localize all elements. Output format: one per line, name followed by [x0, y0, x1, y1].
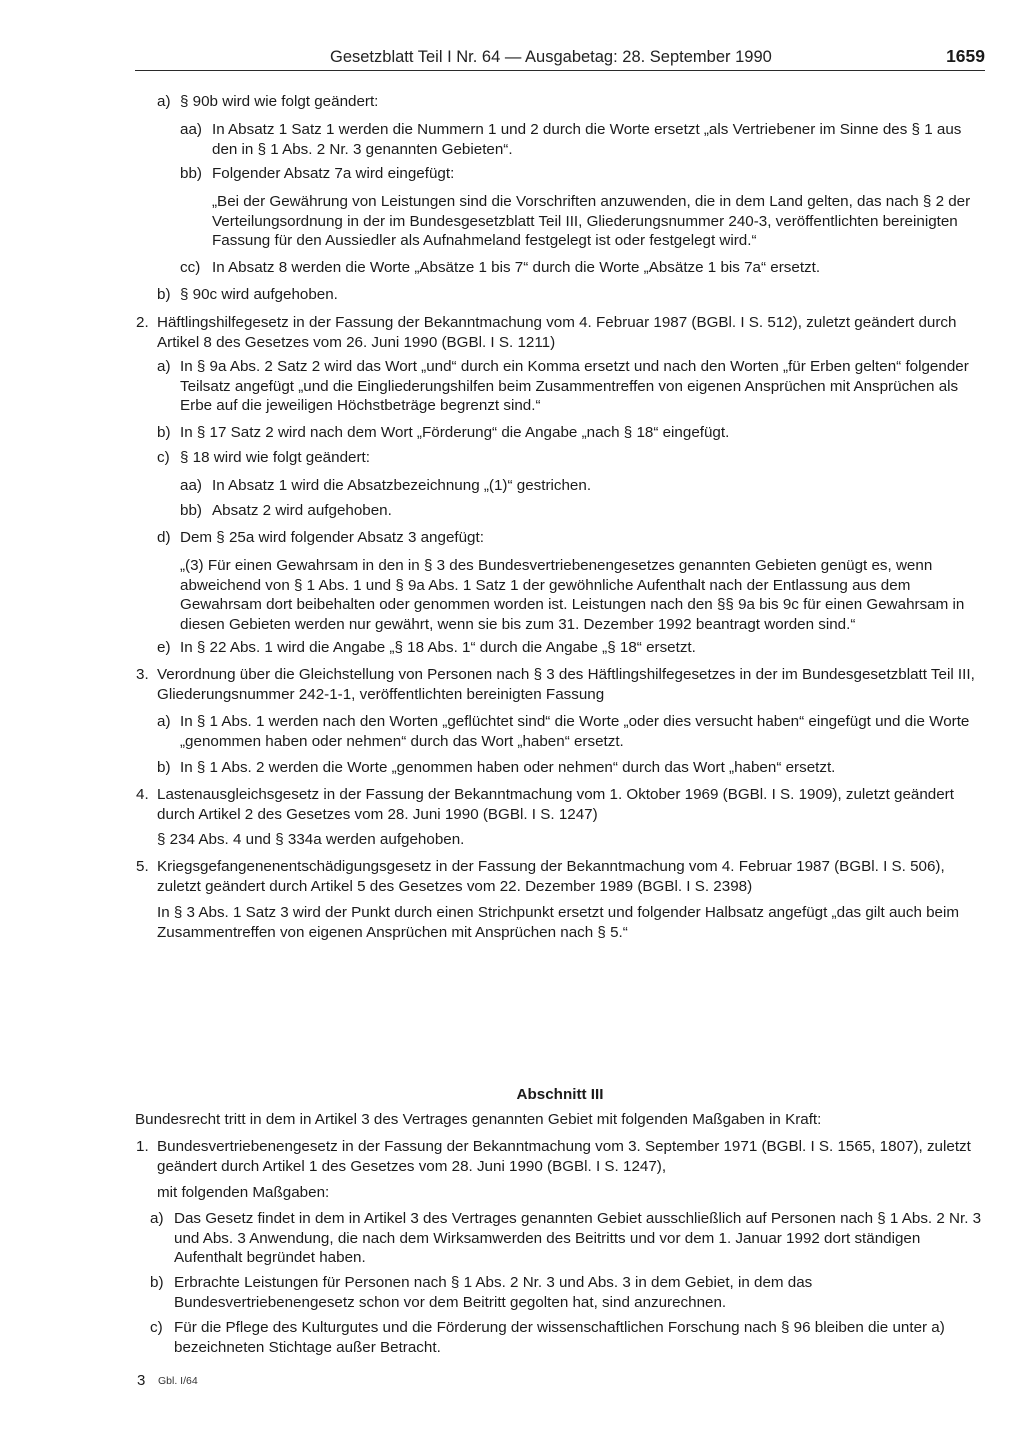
page-header — [135, 46, 985, 71]
page-number: 1659 — [946, 46, 985, 66]
abschnitt-item-1-text-2: mit folgenden Maßgaben: — [157, 1184, 330, 1201]
abschnitt-item-c-label: c) — [150, 1319, 163, 1336]
header-title: Gesetzblatt Teil I Nr. 64 — Ausgabetag: 28. September 1990 — [330, 48, 772, 66]
item-cc-text: In Absatz 8 werden die Worte „Absätze 1 bis 7“ durch die Worte „Absätze 1 bis 7a“ ersetzt. — [212, 259, 821, 276]
s2-item-d-label: d) — [157, 529, 171, 546]
s2-item-c-label: c) — [157, 449, 170, 466]
item-cc-label: cc) — [180, 259, 201, 276]
s3-item-a-text: In § 1 Abs. 1 werden nach den Worten „geflüchtet sind“ die Worte „oder dies versucht haben“ eingefügt und die Worte „genommen haben oder nehmen“ durch das Wort „haben“ ersetzt. — [180, 713, 970, 750]
abschnitt-intro: Bundesrecht tritt in dem in Artikel 3 des Vertrages genannten Gebiet mit folgenden Maßgaben in Kraft: — [135, 1111, 822, 1128]
item-bb-label: bb) — [180, 165, 202, 182]
section-5-label: 5. — [136, 858, 149, 875]
abschnitt-item-a-label: a) — [150, 1210, 164, 1227]
s2-item-c-text: § 18 wird wie folgt geändert: — [180, 449, 370, 466]
section-2-label: 2. — [136, 314, 149, 331]
s3-item-a-label: a) — [157, 713, 171, 730]
abschnitt-item-c-text: Für die Pflege des Kulturgutes und die Förderung der wissenschaftlichen Forschung nach § 96 bleiben die unter a) bezeichneten Stichtage außer Betracht. — [174, 1319, 945, 1356]
s2-item-c-bb-text: Absatz 2 wird aufgehoben. — [212, 502, 392, 519]
s2-item-b-text: In § 17 Satz 2 wird nach dem Wort „Förderung“ die Angabe „nach § 18“ eingefügt. — [180, 424, 730, 441]
s3-item-b-text: In § 1 Abs. 2 werden die Worte „genommen haben oder nehmen“ durch das Wort „haben“ ersetzt. — [180, 759, 836, 776]
section-4-text: Lastenausgleichsgesetz in der Fassung der Bekanntmachung vom 1. Oktober 1969 (BGBl. I S. 1909), zuletzt geändert durch Artikel 2 des Gesetzes vom 28. Juni 1990 (BGBl. I S. 1247) — [157, 786, 954, 823]
section-2-text: Häftlingshilfegesetz in der Fassung der Bekanntmachung vom 4. Februar 1987 (BGBl. I S. 512), zuletzt geändert durch Artikel 8 des Gesetzes vom 26. Juni 1990 (BGBl. I S. 1211) — [157, 314, 957, 351]
abschnitt-item-a-text: Das Gesetz findet in dem in Artikel 3 des Vertrages genannten Gebiet ausschließlich auf Personen nach § 1 Abs. 2 Nr. 3 und Abs. 3 Anwendung, die nach dem Wirksamwerden des Beitritts und vor dem 1. Januar 1992 dort ständigen Aufenthalt begründet haben. — [174, 1210, 982, 1267]
s2-item-e-label: e) — [157, 639, 171, 656]
s2-item-b-label: b) — [157, 424, 171, 441]
s2-item-d-quote: „(3) Für einen Gewahrsam in den in § 3 des Bundesvertriebenengesetzes genannten Gebieten genügt es, wenn abweichend von § 1 Abs. 1 und § 9a Abs. 1 Satz 1 der gewöhnliche Aufenthalt nach der Entlassung aus dem Gewahrsam dort beibehalten oder genommen worden ist. Leistungen nach den §§ 9a bis 9c für einen Gewahrsam in diesen Gebieten werden nur gewährt, wenn sie bis zum 31. Dezember 1992 beantragt worden sind.“ — [180, 557, 965, 633]
s2-item-a-label: a) — [157, 358, 171, 375]
abschnitt-item-1-label: 1. — [136, 1138, 149, 1155]
abschnitt-item-1-text: Bundesvertriebenengesetz in der Fassung der Bekanntmachung vom 3. September 1971 (BGBl. I S. 1565, 1807), zuletzt geändert durch Artikel 1 des Gesetzes vom 28. Juni 1990 (BGBl. I S. 1247), — [157, 1138, 971, 1175]
item-bb-quote: „Bei der Gewährung von Leistungen sind die Vorschriften anzuwenden, die in dem Land gelten, das nach § 2 der Verteilungsordnung in der im Bundesgesetzblatt Teil III, Gliederungsnummer 240-3, veröffentlichten bereinigten Fassung für den Aussiedler als Aufnahmeland festgelegt ist oder festgelegt wird.“ — [212, 193, 971, 250]
abschnitt-item-b-text: Erbrachte Leistungen für Personen nach § 1 Abs. 2 Nr. 3 und Abs. 3 in dem Gebiet, in dem das Bundesvertriebenengesetz schon vor dem Beitritt gegolten hat, sind anzurechnen. — [174, 1274, 813, 1311]
s2-item-e-text: In § 22 Abs. 1 wird die Angabe „§ 18 Abs. 1“ durch die Angabe „§ 18“ ersetzt. — [180, 639, 696, 656]
section-4-label: 4. — [136, 786, 149, 803]
item-bb-text: Folgender Absatz 7a wird eingefügt: — [212, 165, 455, 182]
section-3-label: 3. — [136, 666, 149, 683]
s2-item-d-text: Dem § 25a wird folgender Absatz 3 angefügt: — [180, 529, 484, 546]
section-5-text-2: In § 3 Abs. 1 Satz 3 wird der Punkt durch einen Strichpunkt ersetzt und folgender Halbsatz angefügt „das gilt auch beim Zusammentreffen von eigenen Ansprüchen mit Ansprüchen nach § 5.“ — [157, 904, 960, 941]
section-5-text: Kriegsgefangenenentschädigungsgesetz in der Fassung der Bekanntmachung vom 4. Februar 1987 (BGBl. I S. 506), zuletzt geändert durch Artikel 5 des Gesetzes vom 22. Dezember 1989 (BGBl. I S. 2398) — [157, 858, 945, 895]
item-aa-text: In Absatz 1 Satz 1 werden die Nummern 1 und 2 durch die Worte ersetzt „als Vertriebener im Sinne des § 1 aus den in § 1 Abs. 2 Nr. 3 genannten Gebieten“. — [212, 121, 962, 158]
footer-code: Gbl. I/64 — [158, 1375, 198, 1387]
item-a-label: a) — [157, 93, 171, 110]
item-aa-label: aa) — [180, 121, 202, 138]
footer-sheet-number: 3 — [137, 1372, 146, 1389]
s3-item-b-label: b) — [157, 759, 171, 776]
section-4-text-2: § 234 Abs. 4 und § 334a werden aufgehoben. — [157, 831, 465, 848]
item-b-text: § 90c wird aufgehoben. — [180, 286, 338, 303]
s2-item-c-bb-label: bb) — [180, 502, 202, 519]
item-a-text: § 90b wird wie folgt geändert: — [180, 93, 379, 110]
item-b-label: b) — [157, 286, 171, 303]
s2-item-a-text: In § 9a Abs. 2 Satz 2 wird das Wort „und“ durch ein Komma ersetzt und nach den Worten „für Erben gelten“ folgender Teilsatz angefügt „und die Eingliederungshilfen beim Zusammentreffen von eigenen Ansprüchen mit Ansprüchen als Erbe auf die jeweiligen Höchstbeträge begrenzt sind.“ — [180, 358, 969, 415]
section-heading: Abschnitt III — [516, 1086, 604, 1103]
section-3-text: Verordnung über die Gleichstellung von Personen nach § 3 des Häftlingshilfegesetzes in der im Bundesgesetzblatt Teil III, Gliederungsnummer 242-1-1, veröffentlichten bereinigten Fassung — [157, 666, 975, 703]
s2-item-c-aa-label: aa) — [180, 477, 202, 494]
abschnitt-item-b-label: b) — [150, 1274, 164, 1291]
s2-item-c-aa-text: In Absatz 1 wird die Absatzbezeichnung „(1)“ gestrichen. — [212, 477, 592, 494]
